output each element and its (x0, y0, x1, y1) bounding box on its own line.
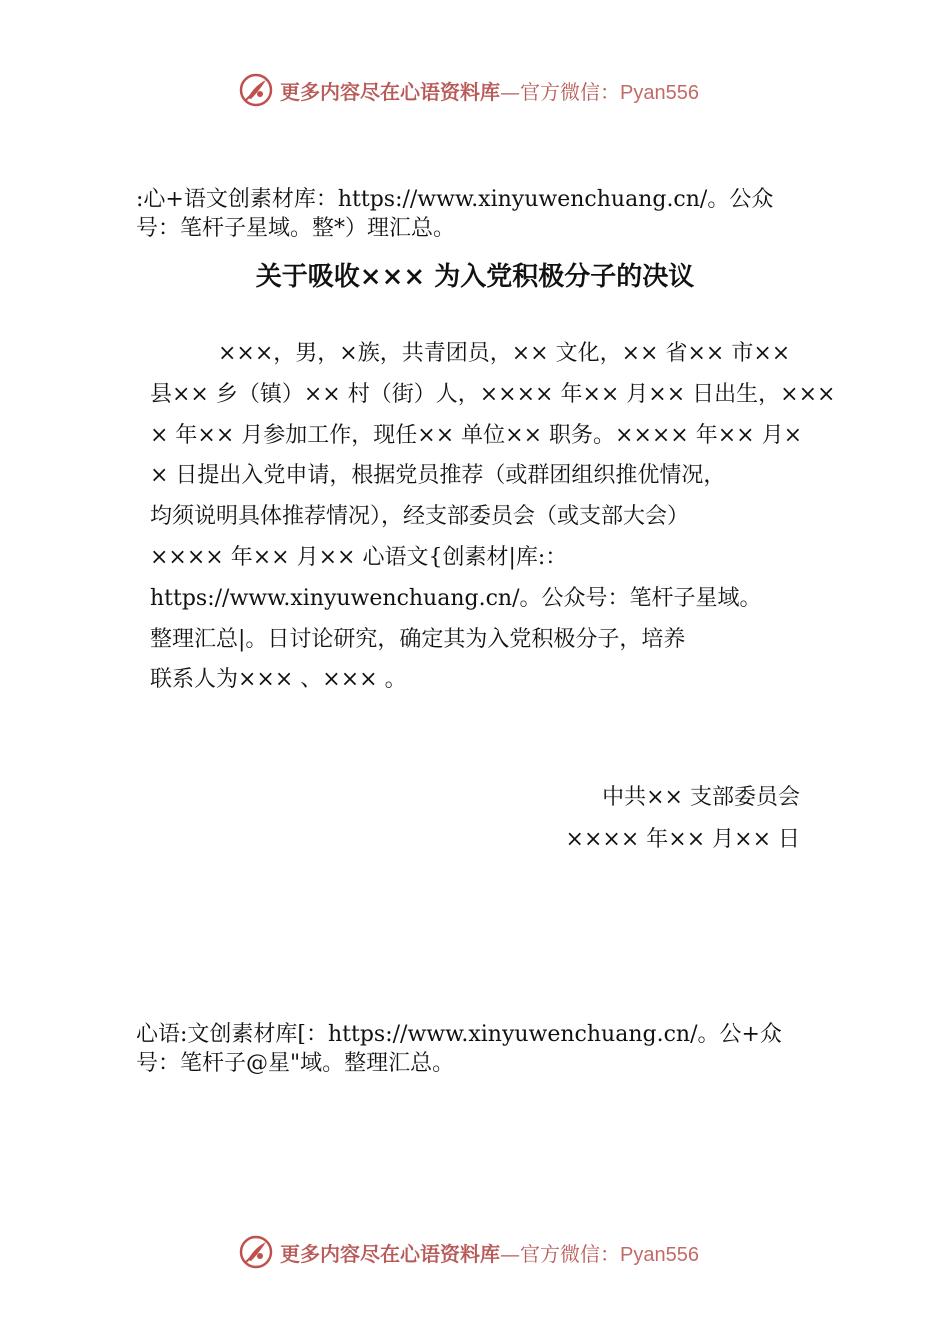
top-source-note: :心+语文创素材库：https://www.xinyuwenchuang.cn/。公众 号：笔杆子星域。整*）理汇总。 (136, 187, 774, 241)
document-body (150, 334, 836, 701)
body-line: 县×× 乡（镇）×× 村（街）人，×××× 年×× 月×× 日出生，××× (150, 381, 836, 407)
banner-handle: Pyan556 (620, 81, 699, 104)
banner-wechat-label: 官方微信： (520, 79, 620, 104)
document-title: 关于吸收××× 为入党积极分子的决议 (255, 262, 695, 292)
banner-prefix: 更多内容尽在心语资料库 (280, 79, 500, 104)
banner-text (280, 1238, 699, 1267)
header-banner (238, 70, 738, 110)
body-line: × 日提出入党申请，根据党员推荐（或群团组织推优情况， (150, 463, 726, 489)
quill-circle-logo-icon (238, 1234, 274, 1270)
body-line: 整理汇总|。日讨论研究，确定其为入党积极分子，培养 (150, 626, 686, 652)
quill-circle-logo-icon (238, 72, 274, 108)
body-line: https://www.xinyuwenchuang.cn/。公众号：笔杆子星域。 (150, 585, 762, 611)
signature-date: ×××× 年×× 月×× 日 (565, 827, 800, 852)
footer-banner (238, 1232, 738, 1272)
body-line: ×××，男，×族，共青团员，×× 文化，×× 省×× 市×× (218, 341, 791, 366)
body-line: 联系人为××× 、××× 。 (150, 667, 407, 693)
banner-prefix: 更多内容尽在心语资料库 (280, 1241, 500, 1266)
body-line: × 年×× 月参加工作，现任×× 单位×× 职务。×××× 年×× 月× (150, 422, 803, 448)
banner-wechat-label: 官方微信： (520, 1241, 620, 1266)
banner-separator: — (500, 1241, 520, 1266)
banner-text (280, 76, 699, 105)
bottom-source-note: 心语:文创素材库[：https://www.xinyuwenchuang.cn/。公+众 号：笔杆子@星"域。整理汇总。 (136, 1022, 782, 1076)
banner-separator: — (500, 79, 520, 104)
signature-organization: 中共×× 支部委员会 (602, 785, 800, 810)
banner-handle: Pyan556 (620, 1243, 699, 1266)
body-line: ×××× 年×× 月×× 心语文{创素材|库:： (150, 544, 568, 570)
body-line: 均须说明具体推荐情况），经支部委员会（或支部大会） (150, 504, 690, 530)
